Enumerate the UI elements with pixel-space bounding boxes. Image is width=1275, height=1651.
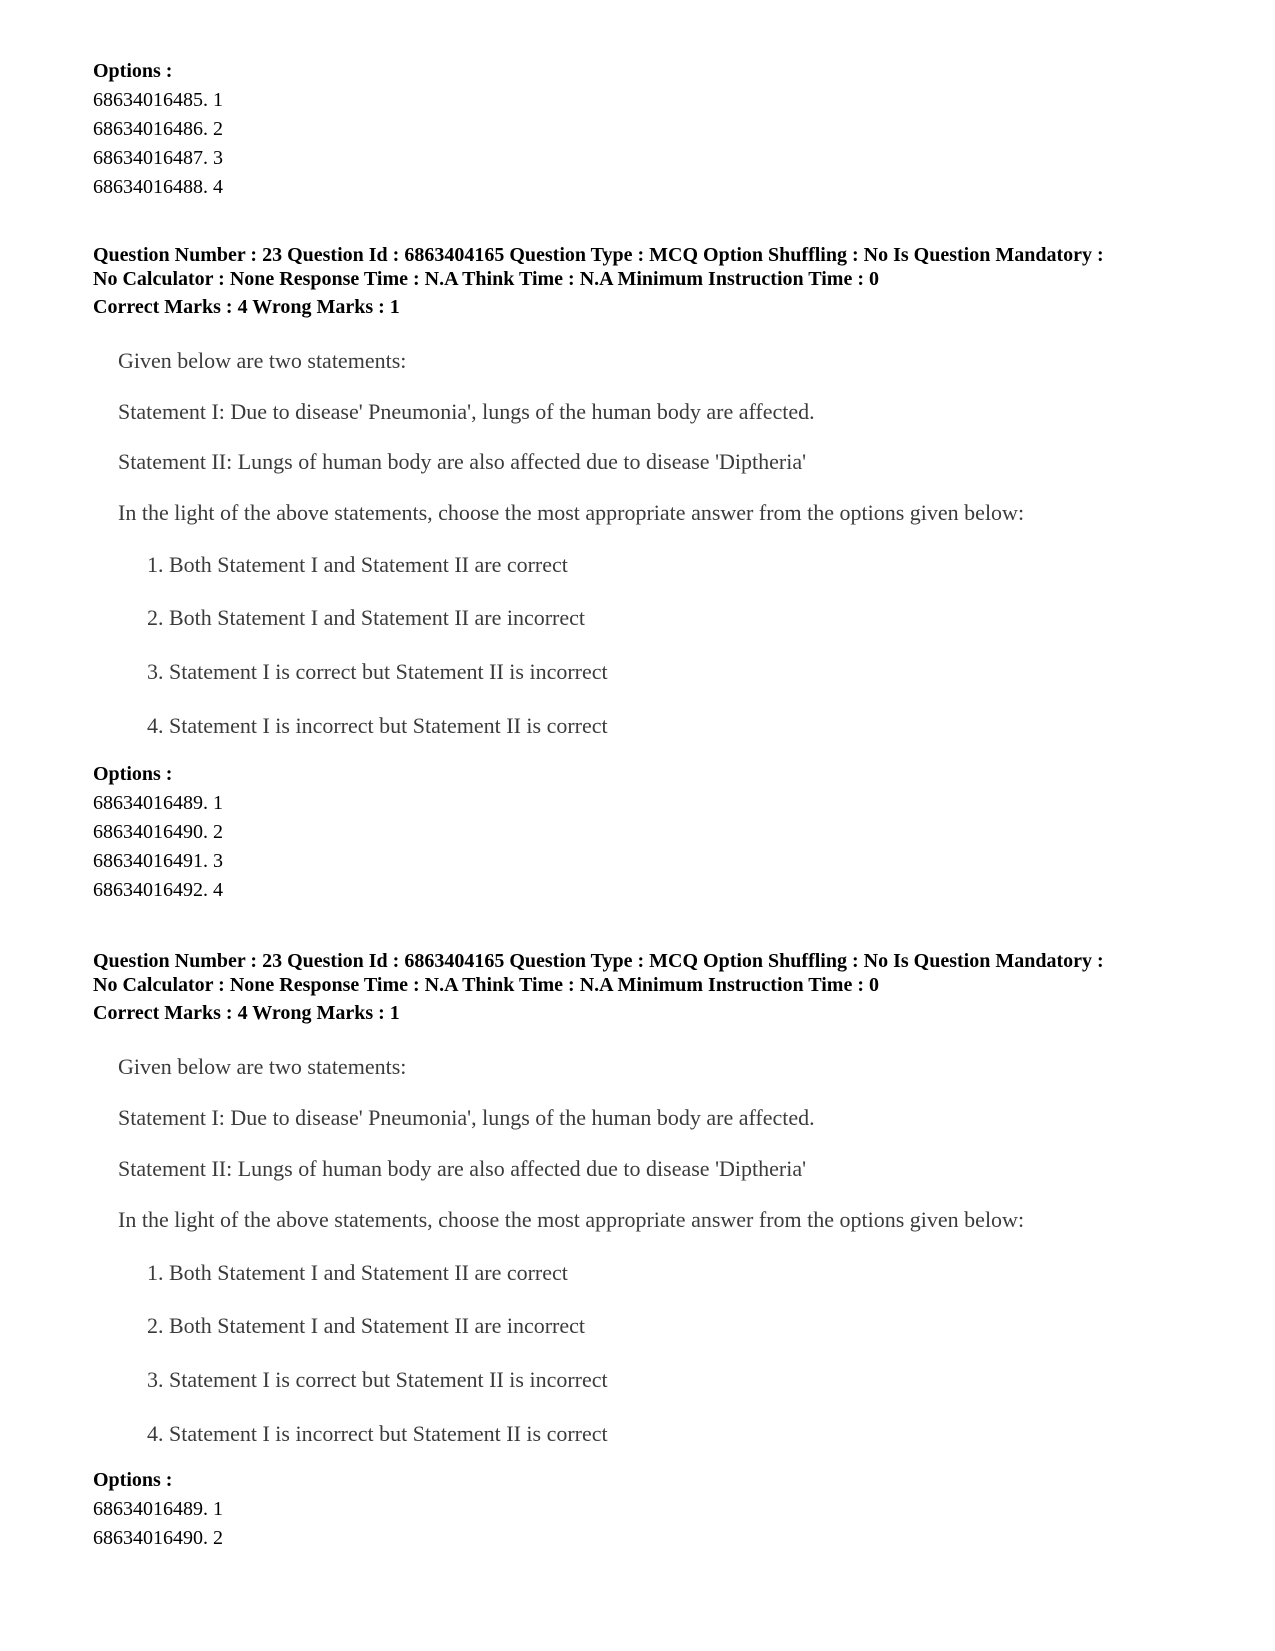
option-item: 68634016488. 4 — [93, 176, 223, 198]
question-meta-line2: No Calculator : None Response Time : N.A Think Time : N.A Minimum Instruction Time : 0 — [93, 973, 879, 996]
question-marks: Correct Marks : 4 Wrong Marks : 1 — [93, 1002, 400, 1024]
question-instruction: In the light of the above statements, choose the most appropriate answer from the options given below: — [118, 1207, 1025, 1232]
question-intro: Given below are two statements: — [118, 1054, 407, 1079]
question-statement-2: Statement II: Lungs of human body are also affected due to disease 'Diptheria' — [118, 449, 807, 474]
option-item: 68634016489. 1 — [93, 1498, 223, 1520]
option-item: 68634016487. 3 — [93, 147, 223, 169]
question-choice: 1. Both Statement I and Statement II are correct — [147, 552, 568, 577]
question-choice: 1. Both Statement I and Statement II are correct — [147, 1260, 568, 1285]
question-instruction: In the light of the above statements, choose the most appropriate answer from the options given below: — [118, 500, 1025, 525]
option-item: 68634016486. 2 — [93, 118, 223, 140]
question-statement-2: Statement II: Lungs of human body are also affected due to disease 'Diptheria' — [118, 1156, 807, 1181]
question-options-block — [93, 1466, 223, 1553]
option-item: 68634016491. 3 — [93, 850, 223, 872]
top-options-block — [93, 57, 223, 202]
options-heading: Options : — [93, 1469, 173, 1491]
question-marks: Correct Marks : 4 Wrong Marks : 1 — [93, 296, 400, 318]
option-item: 68634016489. 1 — [93, 792, 223, 814]
question-meta — [93, 244, 1213, 291]
option-item: 68634016492. 4 — [93, 879, 223, 901]
question-meta-line2: No Calculator : None Response Time : N.A Think Time : N.A Minimum Instruction Time : 0 — [93, 267, 879, 290]
question-choice: 3. Statement I is correct but Statement II is incorrect — [147, 659, 608, 684]
question-choice: 4. Statement I is incorrect but Statement II is correct — [147, 713, 608, 738]
options-heading: Options : — [93, 60, 173, 82]
question-options-block — [93, 760, 223, 905]
option-item: 68634016490. 2 — [93, 821, 223, 843]
option-item: 68634016485. 1 — [93, 89, 223, 111]
question-meta-line1: Question Number : 23 Question Id : 6863404165 Question Type : MCQ Option Shuffling : No Is Question Mandatory : — [93, 950, 1104, 972]
question-meta — [93, 950, 1213, 997]
question-intro: Given below are two statements: — [118, 348, 407, 373]
question-choice: 3. Statement I is correct but Statement II is incorrect — [147, 1367, 608, 1392]
question-statement-1: Statement I: Due to disease' Pneumonia', lungs of the human body are affected. — [118, 1105, 815, 1130]
question-choice: 4. Statement I is incorrect but Statement II is correct — [147, 1421, 608, 1446]
question-choice: 2. Both Statement I and Statement II are incorrect — [147, 1313, 586, 1338]
options-heading: Options : — [93, 763, 173, 785]
question-meta-line1: Question Number : 23 Question Id : 6863404165 Question Type : MCQ Option Shuffling : No Is Question Mandatory : — [93, 244, 1104, 266]
question-choice: 2. Both Statement I and Statement II are incorrect — [147, 605, 586, 630]
question-statement-1: Statement I: Due to disease' Pneumonia', lungs of the human body are affected. — [118, 399, 815, 424]
option-item: 68634016490. 2 — [93, 1527, 223, 1549]
